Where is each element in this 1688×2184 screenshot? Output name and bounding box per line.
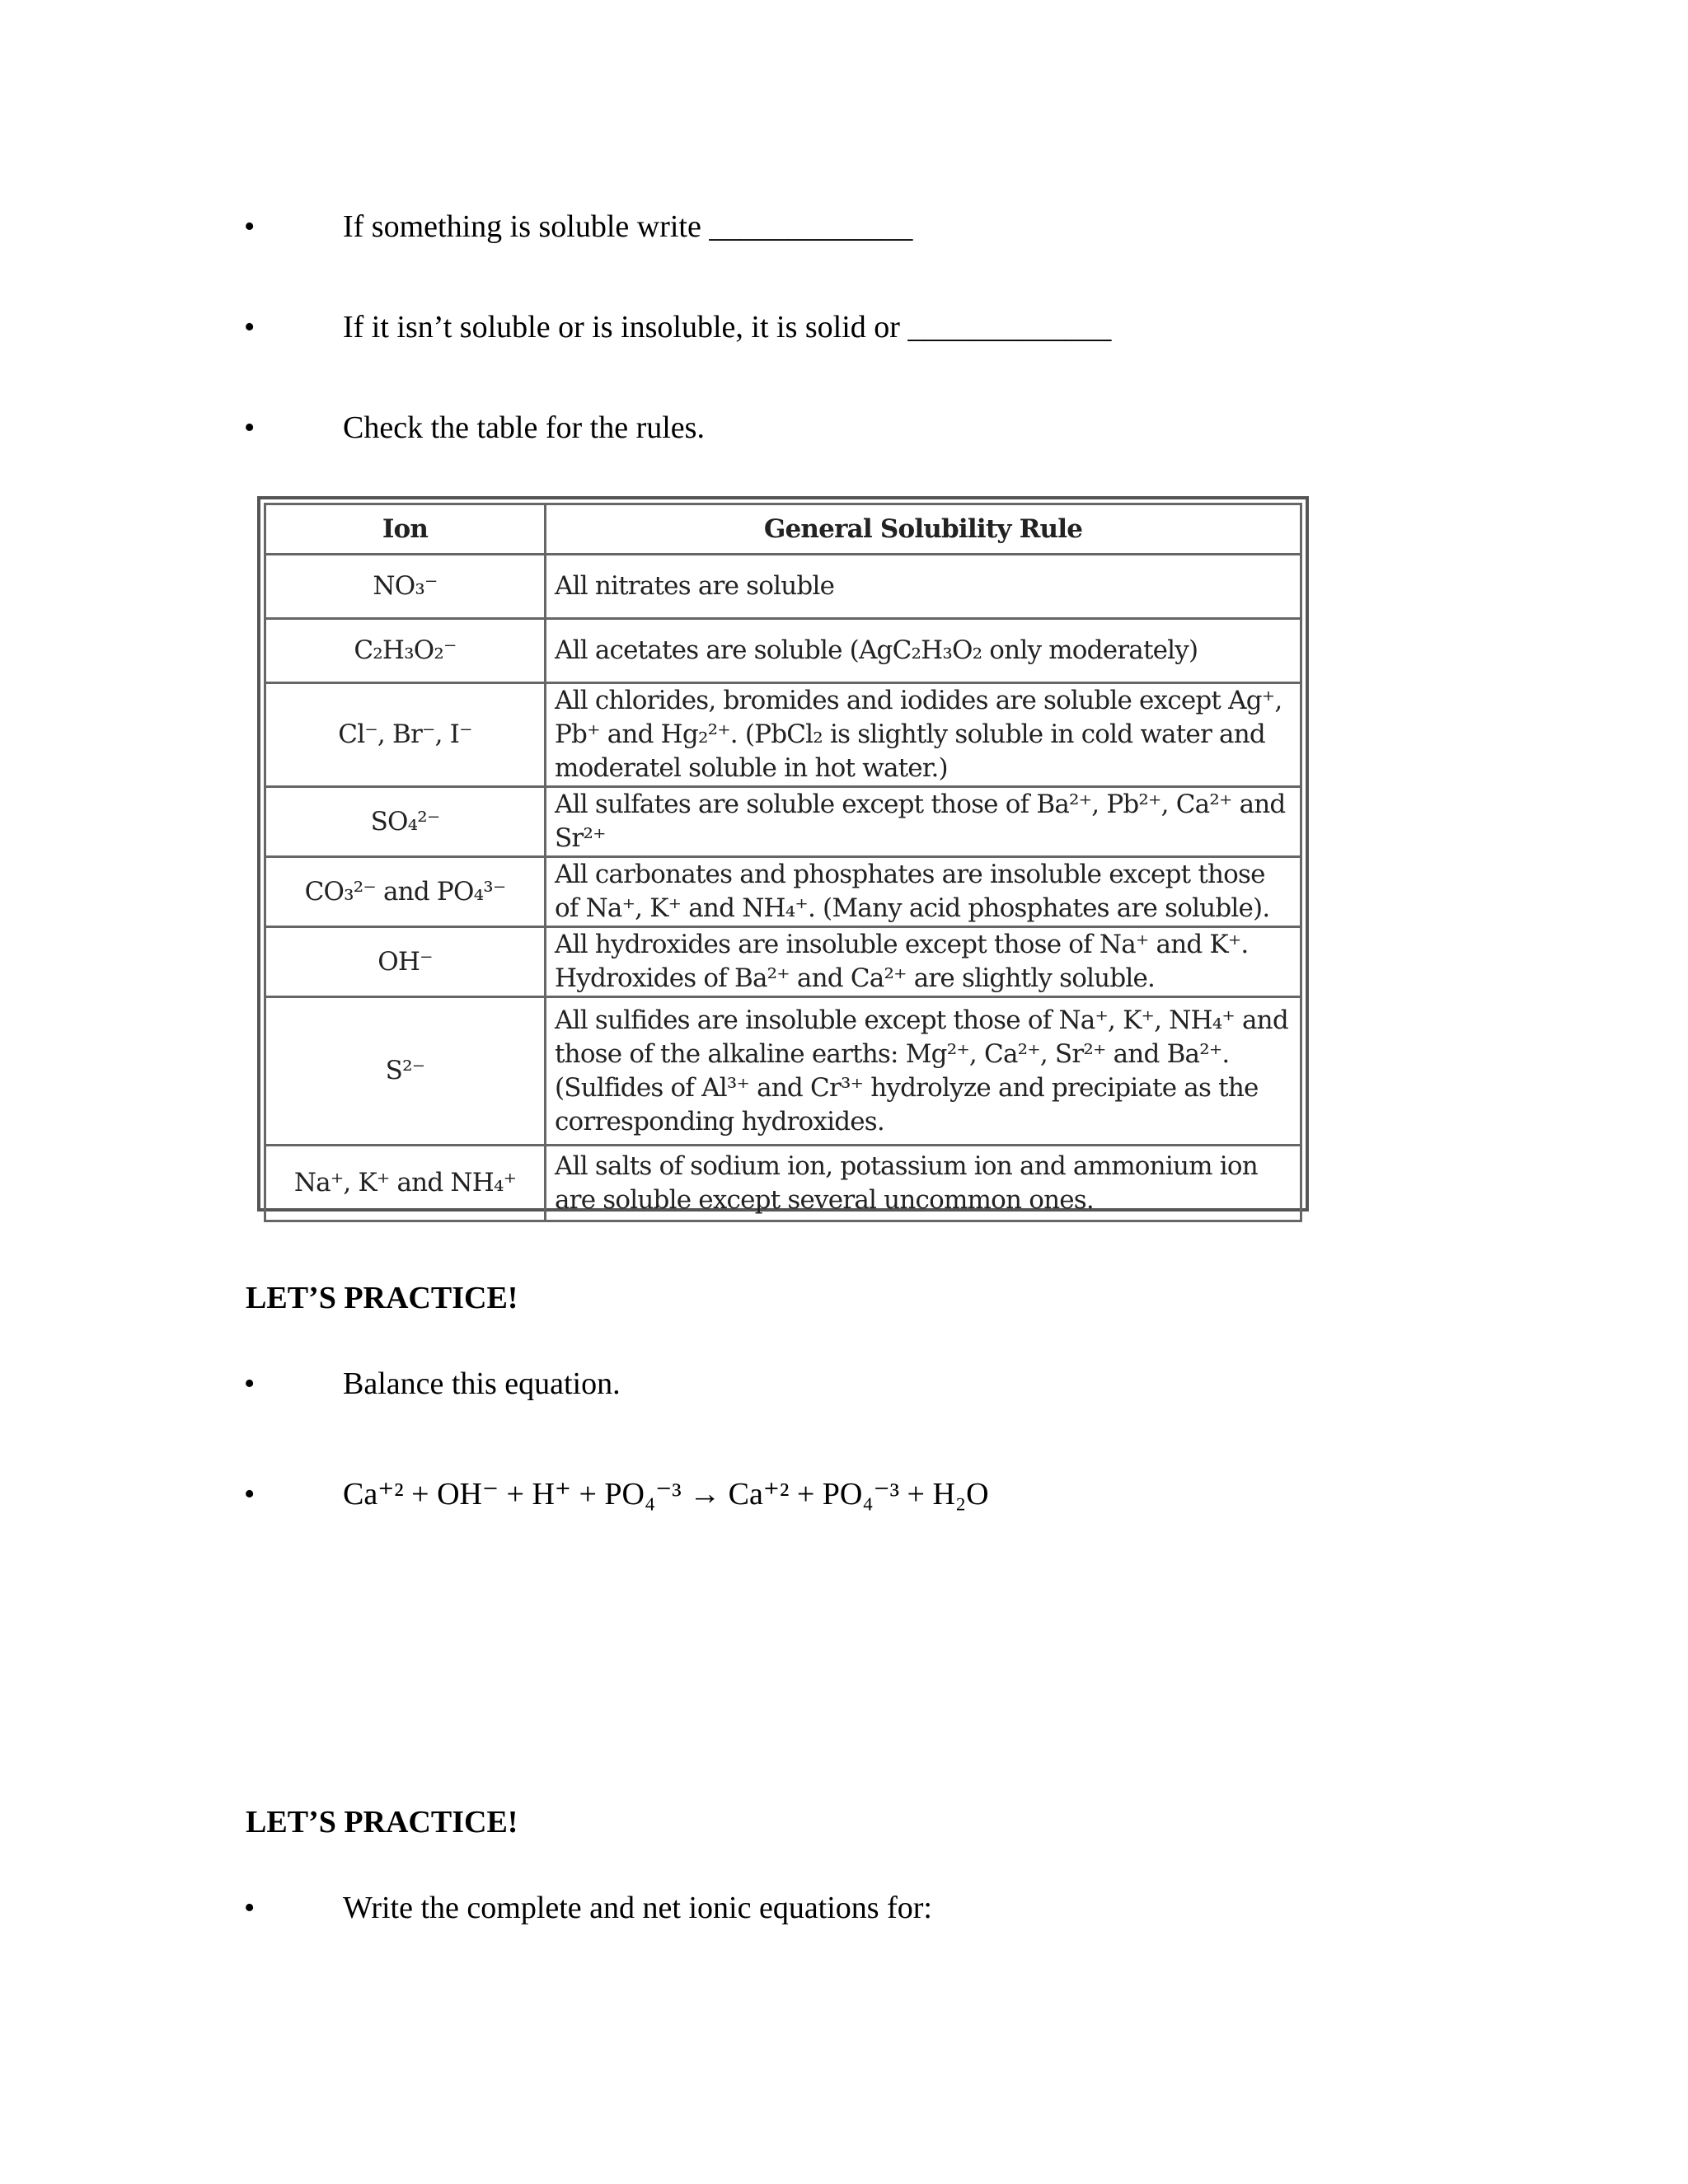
ion-cell: Cl⁻, Br⁻, I⁻	[265, 683, 546, 787]
bullet-symbol: •	[244, 209, 256, 244]
table-row	[265, 555, 1301, 619]
table-row	[265, 683, 1301, 787]
table-row	[265, 1146, 1301, 1221]
equation-text: Ca⁺² + OH⁻ + H⁺ + PO₄⁻³ → Ca⁺² + PO₄⁻³ + H₂O	[343, 1477, 989, 1511]
section-heading: LET’S PRACTICE!	[246, 1805, 518, 1840]
solubility-table	[264, 503, 1302, 1222]
bullet-symbol: •	[244, 1477, 256, 1511]
table-row	[265, 787, 1301, 857]
bullet-symbol: •	[244, 1891, 256, 1925]
ion-cell: S²⁻	[265, 997, 546, 1146]
solubility-table-frame	[257, 496, 1309, 1215]
rule-cell: All nitrates are soluble	[546, 555, 1301, 619]
ion-cell: NO₃⁻	[265, 555, 546, 619]
rule-cell: All chlorides, bromides and iodides are soluble except Ag⁺, Pb⁺ and Hg₂²⁺. (PbCl₂ is slightly soluble in cold water and moderatel soluble in hot water.)	[546, 683, 1301, 787]
ion-cell: CO₃²⁻ and PO₄³⁻	[265, 857, 546, 927]
bullet-symbol: •	[244, 410, 256, 445]
ion-cell: Na⁺, K⁺ and NH₄⁺	[265, 1146, 546, 1221]
bullet-symbol: •	[244, 1366, 256, 1401]
table-row	[265, 997, 1301, 1146]
bullet-text: Check the table for the rules.	[343, 410, 705, 445]
bullet-text: If it isn’t soluble or is insoluble, it is solid or _____________	[343, 310, 1112, 344]
rule-cell: All acetates are soluble (AgC₂H₃O₂ only moderately)	[546, 619, 1301, 683]
rule-cell: All carbonates and phosphates are insoluble except those of Na⁺, K⁺ and NH₄⁺. (Many acid phosphates are soluble).	[546, 857, 1301, 927]
table-row	[265, 927, 1301, 997]
table-row	[265, 619, 1301, 683]
table-header-row	[265, 504, 1301, 555]
bullet-symbol: •	[244, 310, 256, 344]
header-ion: Ion	[265, 504, 546, 555]
table-row	[265, 857, 1301, 927]
rule-cell: All sulfates are soluble except those of Ba²⁺, Pb²⁺, Ca²⁺ and Sr²⁺	[546, 787, 1301, 857]
rule-cell: All salts of sodium ion, potassium ion and ammonium ion are soluble except several uncommon ones.	[546, 1146, 1301, 1221]
rule-cell: All hydroxides are insoluble except those of Na⁺ and K⁺. Hydroxides of Ba²⁺ and Ca²⁺ are slightly soluble.	[546, 927, 1301, 997]
bullet-text: Write the complete and net ionic equations for:	[343, 1891, 932, 1925]
bullet-text: If something is soluble write _____________	[343, 209, 913, 244]
ion-cell: C₂H₃O₂⁻	[265, 619, 546, 683]
bullet-text: Balance this equation.	[343, 1366, 621, 1401]
ion-cell: SO₄²⁻	[265, 787, 546, 857]
ion-cell: OH⁻	[265, 927, 546, 997]
rule-cell: All sulfides are insoluble except those of Na⁺, K⁺, NH₄⁺ and those of the alkaline earths: Mg²⁺, Ca²⁺, Sr²⁺ and Ba²⁺. (Sulfides of Al³⁺ and Cr³⁺ hydrolyze and precipiate as the corresponding hydroxides.	[546, 997, 1301, 1146]
section-heading: LET’S PRACTICE!	[246, 1281, 518, 1315]
header-rule: General Solubility Rule	[546, 504, 1301, 555]
